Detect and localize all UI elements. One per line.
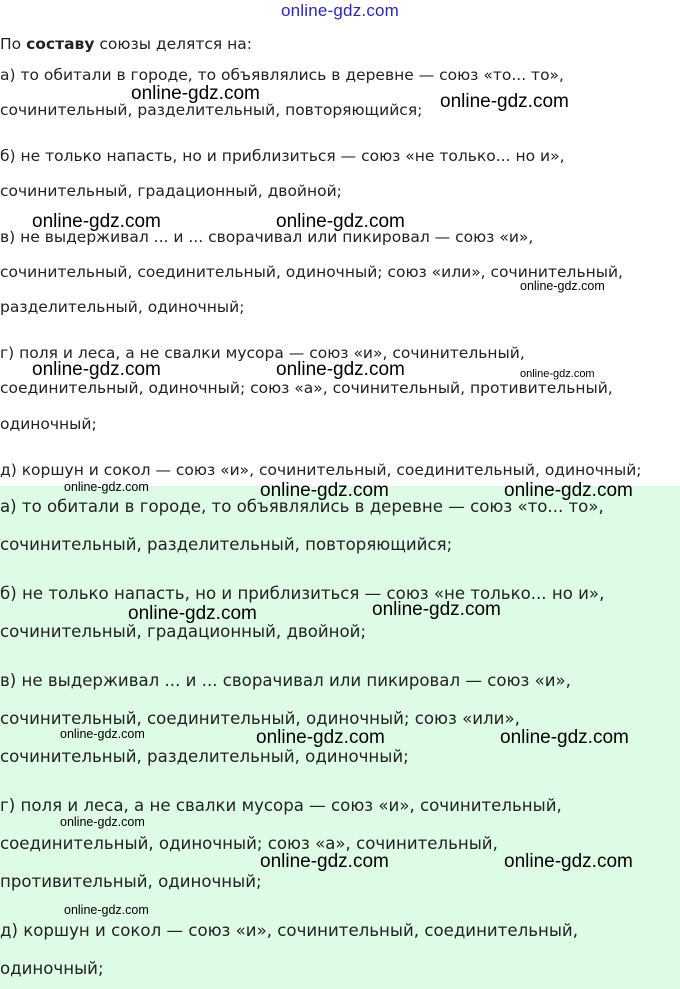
- watermark: online-gdz.com: [32, 359, 161, 380]
- answer1-line: б) не только напасть, но и приблизиться — союз «не только... но и»,: [0, 147, 565, 165]
- watermark: online-gdz.com: [131, 83, 260, 104]
- watermark: online-gdz.com: [260, 480, 389, 501]
- watermark: online-gdz.com: [64, 480, 149, 494]
- watermark: online-gdz.com: [128, 603, 257, 624]
- watermark: online-gdz.com: [32, 211, 161, 232]
- watermark: online-gdz.com: [504, 480, 633, 501]
- answer2-line: сочинительный, разделительный, одиночный;: [0, 747, 409, 766]
- answer1-line: соединительный, одиночный; союз «а», сочинительный, противительный,: [0, 379, 613, 397]
- watermark: online-gdz.com: [504, 851, 633, 872]
- watermark: online-gdz.com: [60, 815, 145, 829]
- intro-suffix: союзы делятся на:: [94, 35, 252, 53]
- answer1-line: сочинительный, градационный, двойной;: [0, 182, 342, 200]
- answer2-line: сочинительный, соединительный, одиночный; союз «или»,: [0, 709, 520, 728]
- answer2-line: г) поля и леса, а не свалки мусора — союз «и», сочинительный,: [0, 796, 562, 815]
- watermark: online-gdz.com: [500, 727, 629, 748]
- answer1-line: сочинительный, соединительный, одиночный; союз «или», сочинительный,: [0, 263, 623, 281]
- answer1-line: сочинительный, разделительный, повторяющийся;: [0, 101, 423, 119]
- answer2-line: сочинительный, разделительный, повторяющийся;: [0, 535, 453, 554]
- watermark: online-gdz.com: [60, 727, 145, 741]
- answer2-line: соединительный, одиночный; союз «а», сочинительный,: [0, 834, 498, 853]
- watermark: online-gdz.com: [276, 359, 405, 380]
- watermark: online-gdz.com: [276, 211, 405, 232]
- answer2-line: одиночный;: [0, 959, 104, 978]
- intro-bold-word: составу: [26, 35, 95, 53]
- watermark: online-gdz.com: [256, 727, 385, 748]
- answer1-line: разделительный, одиночный;: [0, 298, 245, 316]
- watermark: online-gdz.com: [520, 279, 605, 293]
- answer1-line: а) то обитали в городе, то объявлялись в деревне — союз «то... то»,: [0, 66, 564, 84]
- watermark: online-gdz.com: [520, 368, 595, 380]
- answer2-line: противительный, одиночный;: [0, 872, 262, 891]
- site-watermark-header: online-gdz.com: [280, 1, 400, 20]
- answer1-line: в) не выдерживал ... и ... сворачивал или пикировал — союз «и»,: [0, 228, 534, 246]
- answer2-line: д) коршун и сокол — союз «и», сочинительный, соединительный,: [0, 921, 578, 940]
- answer1-line: одиночный;: [0, 415, 97, 433]
- watermark: online-gdz.com: [260, 851, 389, 872]
- watermark: online-gdz.com: [372, 599, 501, 620]
- answer2-line: сочинительный, градационный, двойной;: [0, 622, 367, 641]
- answer1-line: г) поля и леса, а не свалки мусора — союз «и», сочинительный,: [0, 344, 525, 362]
- intro-prefix: По: [0, 35, 27, 53]
- intro-line: [0, 34, 252, 54]
- answer1-line: д) коршун и сокол — союз «и», сочинительный, соединительный, одиночный;: [0, 461, 642, 479]
- answer2-line: б) не только напасть, но и приблизиться — союз «не только... но и»,: [0, 584, 605, 603]
- answer2-line: а) то обитали в городе, то объявлялись в деревне — союз «то... то»,: [0, 497, 604, 516]
- watermark: online-gdz.com: [64, 903, 149, 917]
- watermark: online-gdz.com: [440, 91, 569, 112]
- answer2-line: в) не выдерживал ... и ... сворачивал или пикировал — союз «и»,: [0, 671, 571, 690]
